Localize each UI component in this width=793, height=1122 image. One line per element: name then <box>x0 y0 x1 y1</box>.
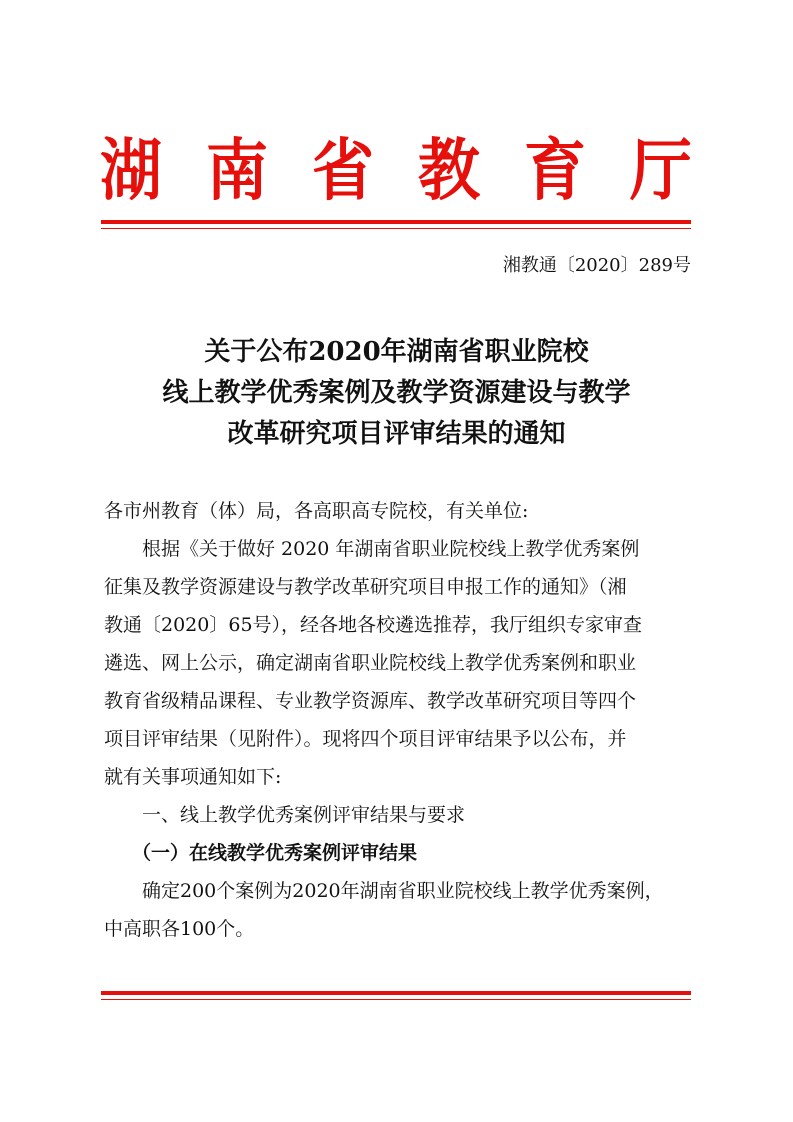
document-number: 湘教通〔2020〕289号 <box>502 255 691 276</box>
paragraph-line: 征集及教学资源建设与教学改革研究项目申报工作的通知》（湘 <box>104 576 627 598</box>
paragraph-line: 项目评审结果（见附件）。现将四个项目评审结果予以公布，并 <box>104 728 627 750</box>
letterhead-char: 厅 <box>629 131 692 210</box>
subsection-heading: （一）在线教学优秀案例评审结果 <box>132 842 418 864</box>
paragraph-1 <box>104 530 688 796</box>
paragraph-line: 教育省级精品课程、专业教学资源库、教学改革研究项目等四个 <box>104 690 637 712</box>
paragraph-line: 中高职各100个。 <box>104 918 255 940</box>
notice-title-line: 线上教学优秀案例及教学资源建设与教学 <box>162 378 631 408</box>
footer-divider-thick <box>101 991 691 995</box>
paragraph-line: 遴选、网上公示，确定湖南省职业院校线上教学优秀案例和职业 <box>104 652 637 674</box>
paragraph-2 <box>104 872 688 948</box>
letterhead-char: 南 <box>205 131 268 210</box>
footer-divider-thin <box>101 999 691 1000</box>
letterhead-char: 教 <box>417 131 480 210</box>
salutation: 各市州教育（体）局，各高职高专院校，有关单位: <box>104 500 529 522</box>
paragraph-line: 教通〔2020〕65号），经各地各校遴选推荐，我厅组织专家审查 <box>104 614 643 636</box>
letterhead-divider-thick <box>101 220 691 224</box>
paragraph-line: 确定200个案例为2020年湖南省职业院校线上教学优秀案例， <box>142 880 664 902</box>
letterhead-char: 湖 <box>100 131 163 210</box>
section-heading: 一、线上教学优秀案例评审结果与要求 <box>142 804 466 826</box>
letterhead-divider-thin <box>101 228 691 229</box>
letterhead-char: 育 <box>523 131 586 210</box>
notice-title-line: 关于公布2020年湖南省职业院校 <box>204 337 589 367</box>
paragraph-line: 就有关事项通知如下: <box>104 766 282 788</box>
letterhead-char: 省 <box>311 131 374 210</box>
notice-body <box>104 492 688 948</box>
letterhead-title <box>100 132 692 210</box>
notice-title-line: 改革研究项目评审结果的通知 <box>227 419 566 449</box>
notice-title <box>0 332 793 455</box>
paragraph-line: 根据《关于做好 2020 年湖南省职业院校线上教学优秀案例 <box>142 538 640 560</box>
